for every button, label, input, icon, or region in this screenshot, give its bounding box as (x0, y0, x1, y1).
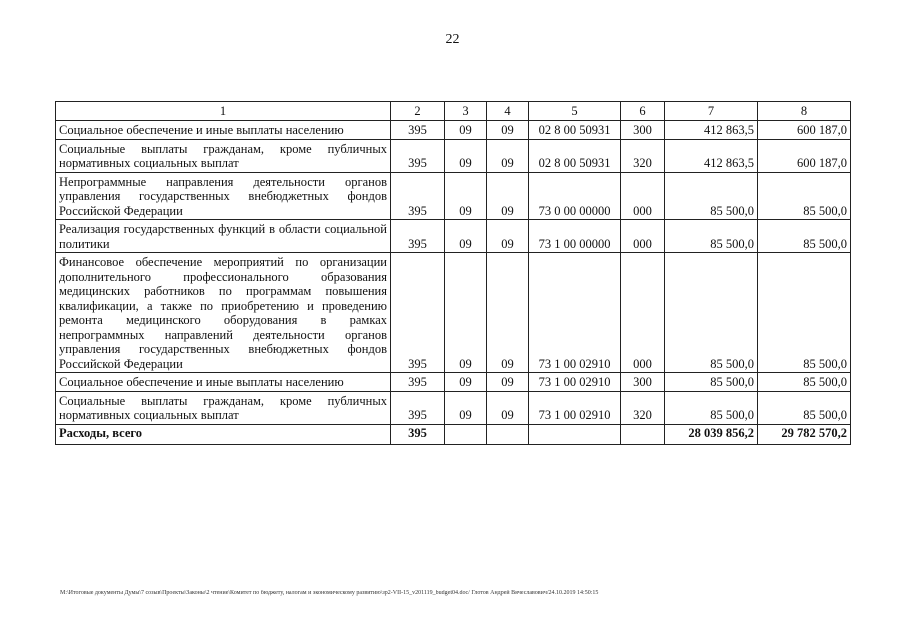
header-col-6: 6 (621, 102, 665, 121)
total-empty-cell (621, 424, 665, 444)
header-col-8: 8 (758, 102, 851, 121)
row-name: Социальные выплаты гражданам, кроме публичных нормативных социальных выплат (56, 139, 391, 172)
row-ministry-code: 395 (391, 172, 445, 220)
row-amount-col7: 412 863,5 (665, 139, 758, 172)
row-amount-col8: 600 187,0 (758, 139, 851, 172)
row-ministry-code: 395 (391, 253, 445, 373)
row-ministry-code: 395 (391, 373, 445, 392)
total-empty-cell (529, 424, 621, 444)
row-amount-col7: 85 500,0 (665, 373, 758, 392)
header-col-7: 7 (665, 102, 758, 121)
row-expense-type: 320 (621, 391, 665, 424)
table-header-row (56, 102, 851, 121)
row-amount-col8: 85 500,0 (758, 391, 851, 424)
total-label: Расходы, всего (56, 424, 391, 444)
row-expense-type: 300 (621, 373, 665, 392)
row-section-code: 09 (445, 121, 487, 140)
total-ministry-code: 395 (391, 424, 445, 444)
row-expense-type: 000 (621, 172, 665, 220)
table-row (56, 220, 851, 253)
row-section-code: 09 (445, 253, 487, 373)
page-number: 22 (445, 32, 460, 47)
row-name: Социальные выплаты гражданам, кроме публичных нормативных социальных выплат (56, 391, 391, 424)
row-section-code: 09 (445, 220, 487, 253)
row-section-code: 09 (445, 139, 487, 172)
row-target-article: 73 1 00 02910 (529, 373, 621, 392)
row-section-code: 09 (445, 373, 487, 392)
row-target-article: 02 8 00 50931 (529, 139, 621, 172)
total-empty-cell (487, 424, 529, 444)
row-amount-col8: 85 500,0 (758, 220, 851, 253)
table-row (56, 139, 851, 172)
row-subsection-code: 09 (487, 253, 529, 373)
row-amount-col8: 85 500,0 (758, 253, 851, 373)
row-amount-col7: 85 500,0 (665, 391, 758, 424)
row-ministry-code: 395 (391, 121, 445, 140)
row-target-article: 73 1 00 02910 (529, 391, 621, 424)
table-row (56, 373, 851, 392)
row-name: Социальное обеспечение и иные выплаты населению (56, 121, 391, 140)
row-subsection-code: 09 (487, 139, 529, 172)
row-amount-col7: 412 863,5 (665, 121, 758, 140)
row-amount-col7: 85 500,0 (665, 220, 758, 253)
row-name: Реализация государственных функций в области социальной политики (56, 220, 391, 253)
row-amount-col7: 85 500,0 (665, 172, 758, 220)
row-expense-type: 320 (621, 139, 665, 172)
row-section-code: 09 (445, 172, 487, 220)
row-target-article: 73 0 00 00000 (529, 172, 621, 220)
total-amount-col7: 28 039 856,2 (665, 424, 758, 444)
header-col-1: 1 (56, 102, 391, 121)
row-expense-type: 000 (621, 220, 665, 253)
row-name: Социальное обеспечение и иные выплаты населению (56, 373, 391, 392)
row-subsection-code: 09 (487, 220, 529, 253)
row-amount-col8: 85 500,0 (758, 172, 851, 220)
header-col-3: 3 (445, 102, 487, 121)
header-col-2: 2 (391, 102, 445, 121)
table-row (56, 253, 851, 373)
document-footer-path: M:\Итоговые документы Думы\7 созыв\Проекты\Законы\2 чтение\Комитет по бюджету, налогам и экономическому развитию\зр2-VII-15_v201119_budget04.doc/ Глотов Андрей Вячеславович/24.10.2019 14:50:15 (60, 590, 599, 596)
row-ministry-code: 395 (391, 391, 445, 424)
row-amount-col7: 85 500,0 (665, 253, 758, 373)
total-empty-cell (445, 424, 487, 444)
row-ministry-code: 395 (391, 139, 445, 172)
row-ministry-code: 395 (391, 220, 445, 253)
row-name: Финансовое обеспечение мероприятий по организации дополнительного профессионального образования медицинских работников по программам повышения квалификации, а также по приобретению и проведению ремонта медицинского оборудования в рамках непрограммных направлений деятельности органов управления государственных внебюджетных фондов Российской Федерации (56, 253, 391, 373)
header-col-4: 4 (487, 102, 529, 121)
total-row (56, 424, 851, 444)
table-row (56, 121, 851, 140)
total-amount-col8: 29 782 570,2 (758, 424, 851, 444)
row-subsection-code: 09 (487, 391, 529, 424)
row-subsection-code: 09 (487, 172, 529, 220)
table-row (56, 391, 851, 424)
row-target-article: 73 1 00 02910 (529, 253, 621, 373)
budget-table (55, 101, 851, 445)
row-section-code: 09 (445, 391, 487, 424)
row-expense-type: 000 (621, 253, 665, 373)
table-row (56, 172, 851, 220)
row-target-article: 73 1 00 00000 (529, 220, 621, 253)
row-subsection-code: 09 (487, 373, 529, 392)
row-expense-type: 300 (621, 121, 665, 140)
row-target-article: 02 8 00 50931 (529, 121, 621, 140)
row-name: Непрограммные направления деятельности органов управления государственных внебюджетных фондов Российской Федерации (56, 172, 391, 220)
header-col-5: 5 (529, 102, 621, 121)
row-amount-col8: 85 500,0 (758, 373, 851, 392)
row-subsection-code: 09 (487, 121, 529, 140)
row-amount-col8: 600 187,0 (758, 121, 851, 140)
